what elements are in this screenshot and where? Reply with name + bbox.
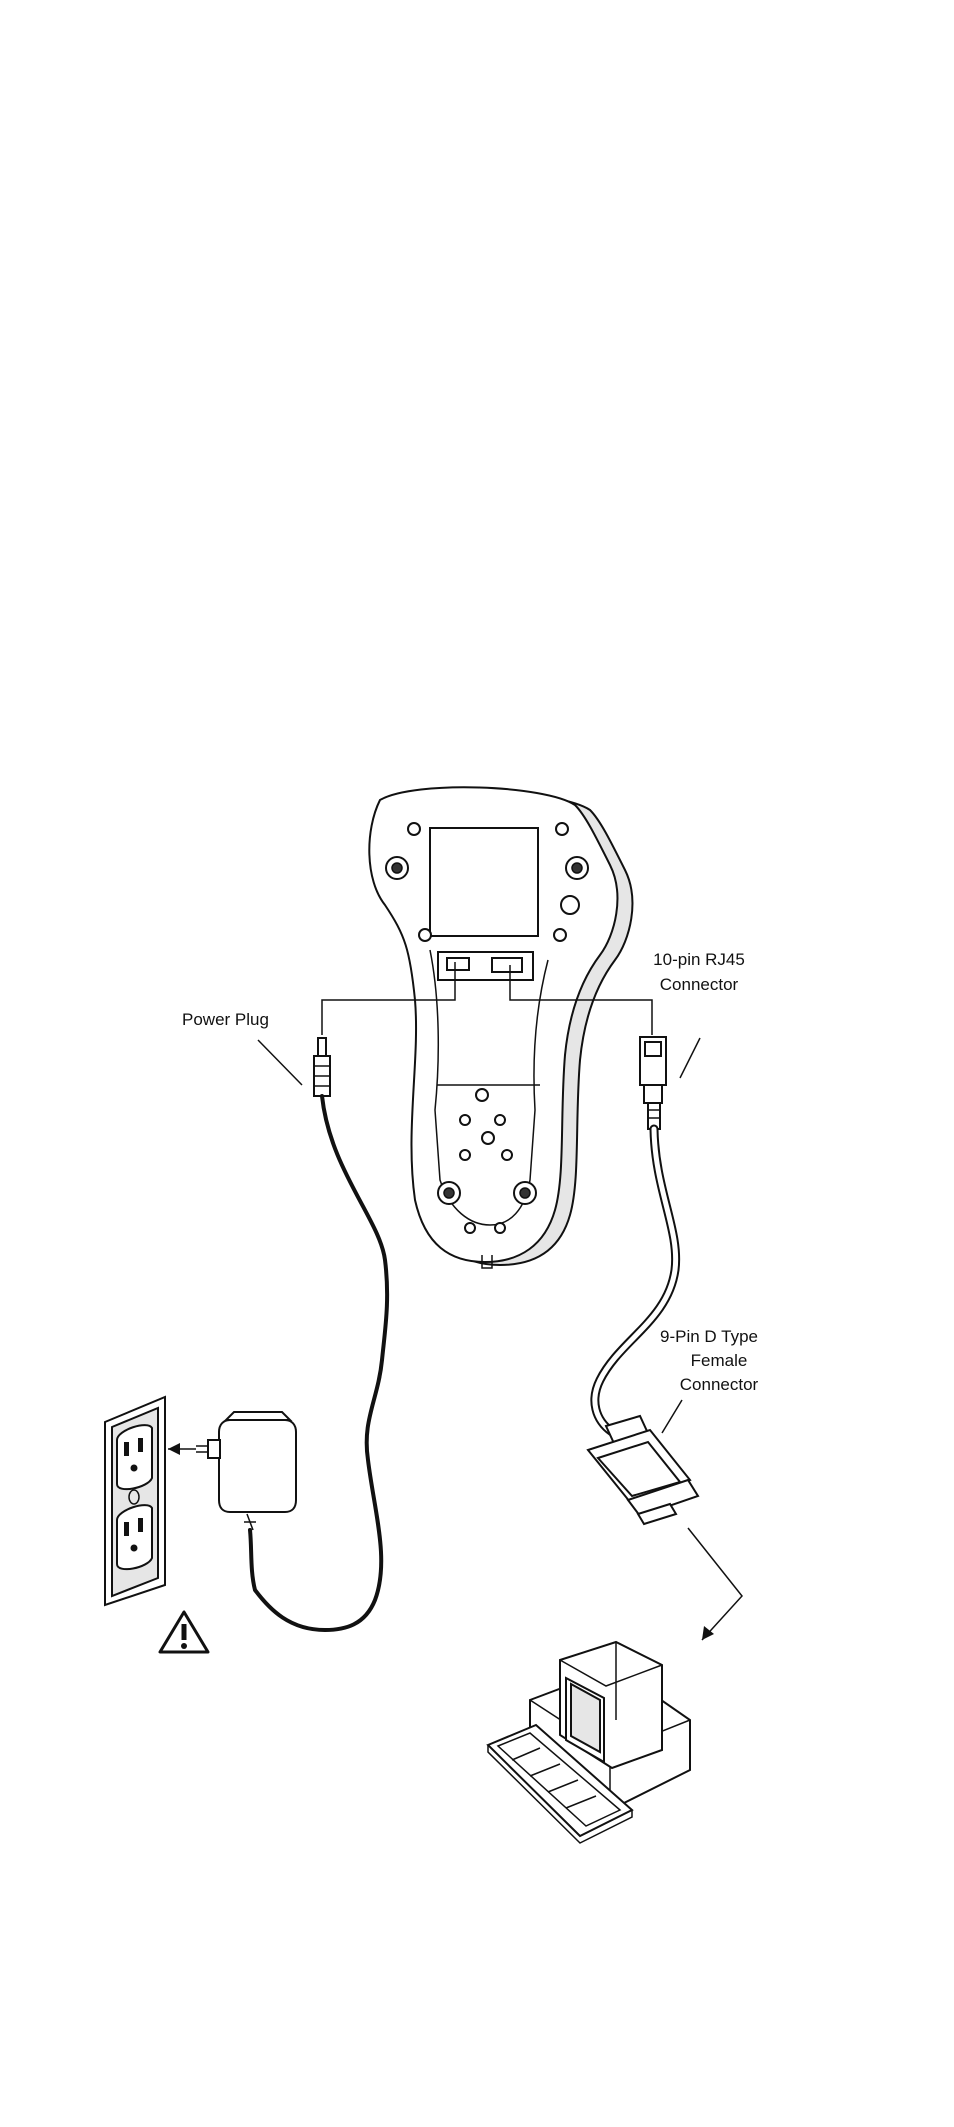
power-adapter [196,1412,296,1512]
dsub-label-line2: Female [690,1351,748,1370]
plug-arrow [168,1443,196,1455]
power-plug [314,1038,330,1096]
wall-outlet [105,1397,165,1605]
rj45-connector [640,1037,666,1129]
computer [488,1642,690,1843]
dsub-connector [588,1416,698,1524]
dsub-label-line3: Connector [679,1375,759,1394]
dsub-label-line1: 9-Pin D Type [660,1327,758,1346]
computer-arrow [688,1528,742,1640]
rj45-label-line1: 10-pin RJ45 [653,950,745,969]
power-plug-label: Power Plug [182,1010,269,1029]
adapter-strain-relief [244,1514,256,1530]
rj45-label-line2: Connector [659,975,739,994]
warning-triangle-icon [160,1612,208,1652]
serial-cable [595,1129,676,1432]
cradle-base [369,787,632,1268]
power-cable [250,1096,387,1630]
